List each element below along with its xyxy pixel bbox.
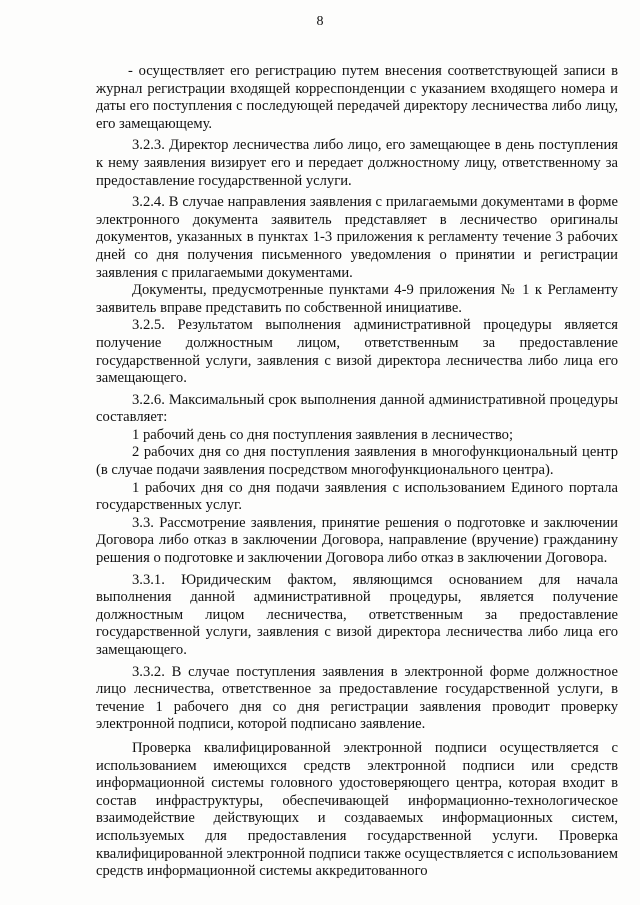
paragraph-3-3-2: 3.3.2. В случае поступления заявления в электронной форме должностное лицо лесничества, ответственное за предоставление государственной услуги, в течение 1 рабочего дня со дня регистрации заявления проводит проверку электронной подписи, которой подписано заявление. <box>96 663 618 733</box>
document-body <box>96 63 618 881</box>
paragraph-term-portal: 1 рабочих дня со дня подачи заявления с использованием Единого портала государственных услуг. <box>96 479 618 514</box>
paragraph-3-2-5: 3.2.5. Результатом выполнения административной процедуры является получение должностным лицом, ответственным за предоставление государственной услуги, заявления с визой директора лесничества либо лица его замещающего. <box>96 317 618 387</box>
paragraph-registration: - осуществляет его регистрацию путем внесения соответствующей записи в журнал регистрации входящей корреспонденции с указанием входящего номера и даты его поступления с последующей передачей директору лесничества либо лицу, его замещающему. <box>96 63 618 132</box>
page-number: 8 <box>316 14 324 29</box>
paragraph-term-2-days: 2 рабочих дня со дня поступления заявления в многофункциональный центр (в случае подачи заявления посредством многофункционального центра). <box>96 444 618 479</box>
paragraph-documents-4-9: Документы, предусмотренные пунктами 4-9 приложения № 1 к Регламенту заявитель вправе представить по собственной инициативе. <box>96 282 618 316</box>
paragraph-3-2-3: 3.2.3. Директор лесничества либо лицо, его замещающее в день поступления к нему заявления визирует его и передает должностному лицу, ответственному за предоставление государственной услуги. <box>96 137 618 189</box>
paragraph-3-3-1: 3.3.1. Юридическим фактом, являющимся основанием для начала выполнения данной административной процедуры, является получение должностным лицом лесничества, ответственным за предоставление государственной услуги, заявления с визой директора лесничества либо лица его замещающего. <box>96 571 618 658</box>
paragraph-term-1-day: 1 рабочий день со дня поступления заявления в лесничество; <box>132 426 514 443</box>
paragraph-3-2-6: 3.2.6. Максимальный срок выполнения данной административной процедуры составляет: <box>96 391 618 426</box>
paragraph-3-3: 3.3. Рассмотрение заявления, принятие решения о подготовке и заключении Договора либо отказ в заключении Договора, направление (вручение) гражданину решения о подготовке и заключении Договора либо отказ в заключении Договора. <box>96 514 618 567</box>
paragraph-signature-check: Проверка квалифицированной электронной подписи осуществляется с использованием имеющихся средств электронной подписи или средств информационной системы головного удостоверяющего центра, которая входит в состав инфраструктуры, обеспечивающей информационно-технологическое взаимодействие действующих и создаваемых информационных систем, используемых для предоставления государственной услуги. Проверка квалифицированной электронной подписи также осуществляется с использованием средств информационной системы аккредитованного <box>96 739 618 880</box>
paragraph-3-2-4: 3.2.4. В случае направления заявления с прилагаемыми документами в форме электронного документа заявитель представляет в лесничество оригиналы документов, указанных в пунктах 1-3 приложения к регламенту течение 3 рабочих дней со дня получения письменного уведомления о принятии и регистрации заявления с прилагаемыми документами. <box>96 194 618 281</box>
